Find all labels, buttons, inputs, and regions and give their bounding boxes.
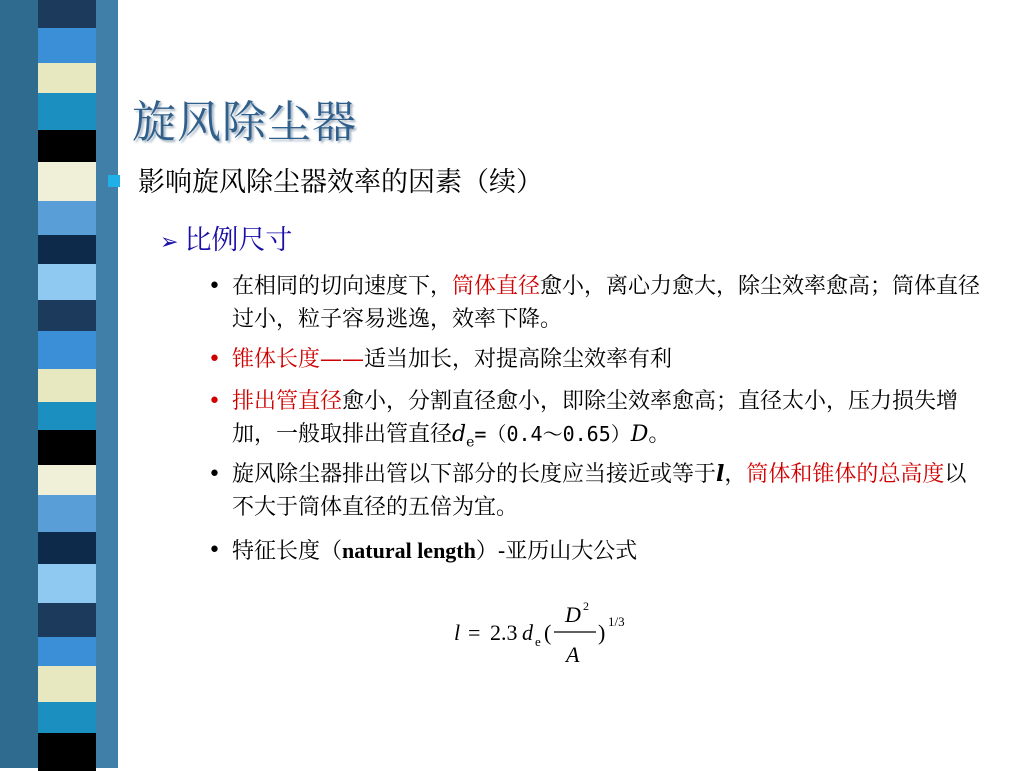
stripe-block: [38, 495, 96, 532]
stripe-block: [38, 0, 96, 28]
highlight-text: 筒体直径: [452, 274, 541, 299]
slide-title: 旋风除尘器: [132, 97, 357, 148]
formula-l: l: [454, 620, 461, 645]
highlight-text: 锥体长度——: [232, 347, 365, 372]
bullet-text: 适当加长，对提高除尘效率有利: [364, 347, 673, 372]
subheading-text: 比例尺寸: [184, 225, 293, 256]
bullet-text: 。: [648, 422, 671, 447]
stripe-block: [38, 733, 96, 771]
level2-bullet: [160, 218, 292, 257]
dot-bullet-icon: •: [208, 389, 221, 414]
stripe-block: [38, 331, 96, 369]
formula-subscript: e: [535, 634, 541, 649]
bullet-text: 愈小，分割直径愈小，即除尘效率愈高；直径太小，压力损失增加，一般取排出管直径: [232, 389, 959, 447]
bullet-text: 特征长度（: [232, 539, 343, 564]
stripe-block: [38, 300, 96, 331]
formula-exponent: 1/3: [608, 614, 625, 629]
stripe-block: [38, 402, 96, 430]
bullet-text: 愈小，离心力愈大，除尘效率愈高；筒体直径过小，粒子容易逃逸，效率下降。: [232, 274, 981, 332]
bullet-text: 旋风除尘器排出管以下部分的长度应当接近或等于: [232, 462, 717, 487]
stripe-block: [38, 564, 96, 603]
bullet-item: [208, 385, 988, 459]
stripe-block: [38, 63, 96, 93]
variable-d: d: [452, 422, 467, 447]
stripe-block: [38, 532, 96, 564]
stripe-block: [38, 28, 96, 63]
formula-equals: =: [468, 620, 481, 645]
stripe-block: [38, 430, 96, 465]
bullet-item: [208, 270, 988, 336]
arrow-bullet-icon: ➢: [160, 230, 179, 255]
stripe-blocks: [38, 0, 96, 768]
dot-bullet-icon: •: [208, 274, 221, 299]
heading-text: 影响旋风除尘器效率的因素（续）: [138, 167, 543, 198]
bullet-text: =（0.4～0.65）: [474, 422, 631, 446]
formula-denominator: A: [566, 642, 580, 667]
bullet-item: [208, 458, 988, 524]
stripe-block: [38, 465, 96, 495]
formula-lparen: (: [544, 620, 552, 645]
formula-numerator: D: [565, 602, 581, 627]
formula-rparen: ): [598, 620, 606, 645]
stripe-block: [38, 162, 96, 201]
stripe-right-band: [96, 0, 118, 768]
stripe-block: [38, 264, 96, 300]
bold-term: natural length: [342, 538, 476, 563]
highlight-text: 筒体和锥体的总高度: [746, 462, 945, 487]
stripe-block: [38, 93, 96, 130]
bullet-item: [208, 534, 988, 568]
dot-bullet-icon: •: [208, 462, 221, 487]
stripe-block: [38, 201, 96, 235]
formula-num-exponent: 2: [583, 599, 589, 613]
variable-l: l: [716, 461, 725, 487]
decorative-stripe: [0, 0, 118, 768]
formula-coefficient: 2.3: [490, 620, 518, 645]
variable-D: D: [630, 422, 649, 447]
stripe-block: [38, 235, 96, 264]
highlight-text: 排出管直径: [232, 389, 343, 414]
stripe-block: [38, 603, 96, 637]
dot-bullet-icon: •: [208, 347, 221, 372]
alexander-formula: [450, 598, 650, 668]
bullet-text: 在相同的切向速度下，: [232, 274, 453, 299]
bullet-text: ）-亚历山大公式: [475, 539, 638, 564]
formula-svg: [450, 598, 650, 668]
bullet-text: 以不大于筒体直径的五倍为宜。: [232, 462, 967, 520]
formula-d: d: [522, 620, 533, 645]
bullet-item: [208, 343, 988, 376]
stripe-block: [38, 702, 96, 733]
stripe-block: [38, 666, 96, 702]
stripe-left-band: [0, 0, 38, 768]
bullet-text: ，: [724, 462, 747, 487]
square-bullet-icon: [108, 175, 120, 187]
stripe-block: [38, 130, 96, 162]
stripe-block: [38, 369, 96, 402]
level1-bullet: [108, 160, 543, 199]
subscript-e: e: [466, 434, 475, 451]
dot-bullet-icon: •: [208, 538, 221, 563]
stripe-block: [38, 637, 96, 666]
